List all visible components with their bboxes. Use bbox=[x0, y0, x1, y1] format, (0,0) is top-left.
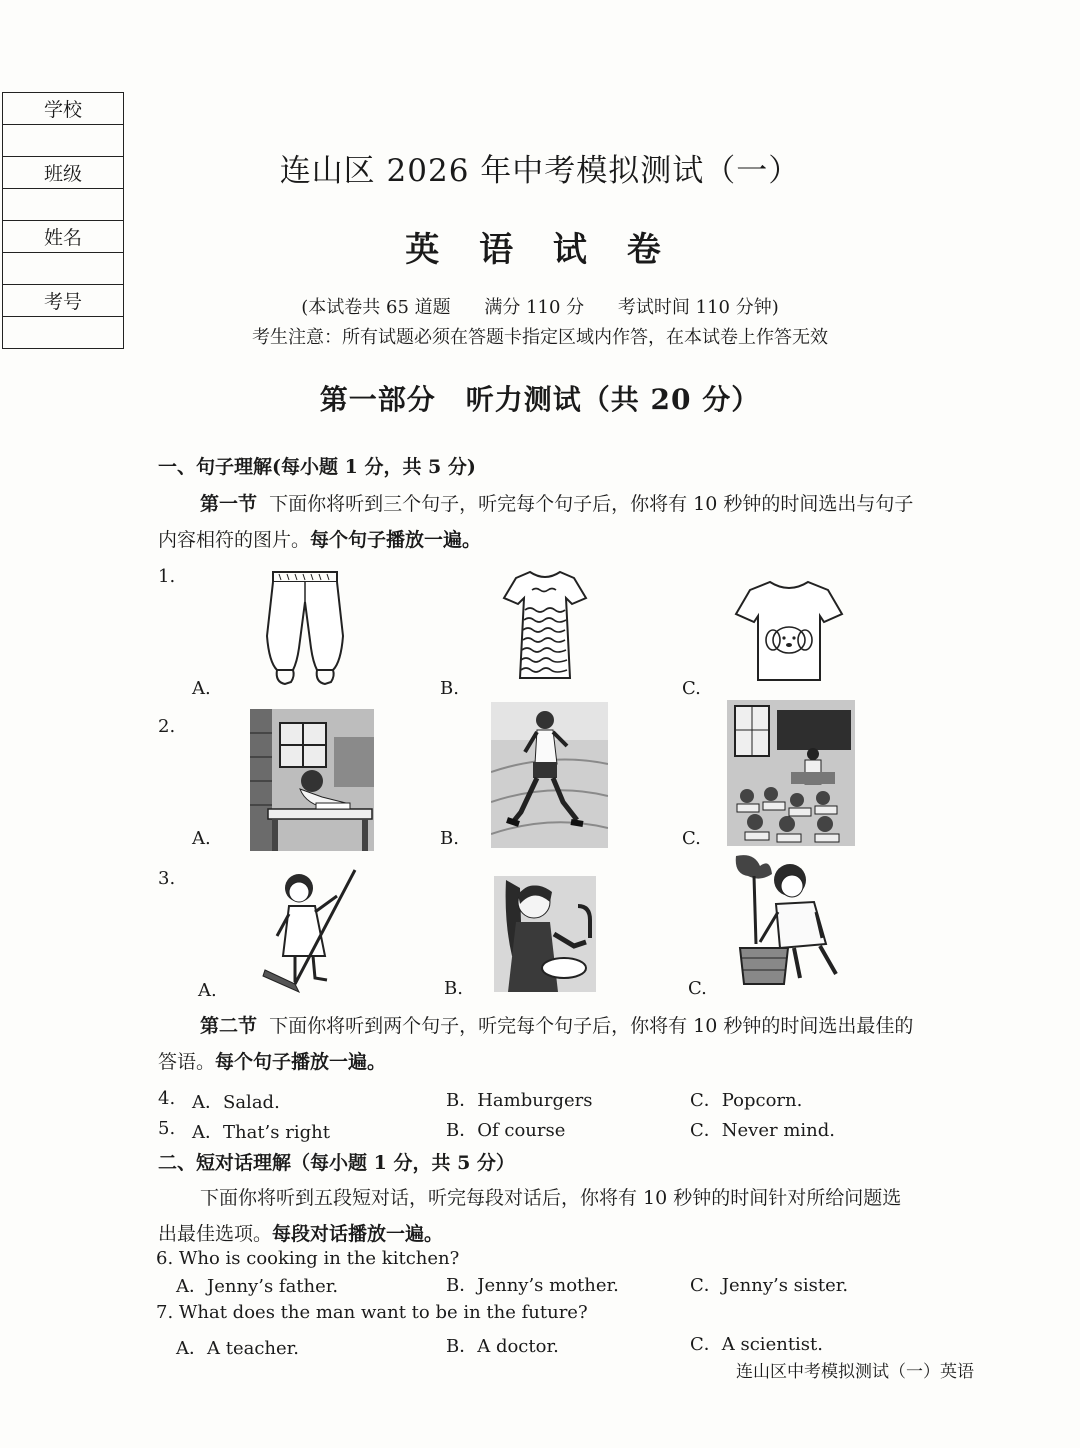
q2-label-c: C. bbox=[682, 828, 701, 849]
section1-instructions: 第一节 下面你将听到三个句子，听完每个句子后，你将有 10 秒钟的时间选出与句子 内容相符的图片。每个句子播放一遍。 bbox=[158, 493, 914, 551]
notice-lead: 考生注意： bbox=[252, 327, 342, 348]
name-label: 姓名 bbox=[3, 221, 123, 253]
q2-label-a: A. bbox=[192, 828, 211, 849]
q4-option-b[interactable]: B．Hamburgers bbox=[446, 1090, 593, 1111]
q6-option-c[interactable]: C．Jenny’s sister. bbox=[690, 1275, 849, 1296]
section3-instructions: 下面你将听到五段短对话，听完每段对话后，你将有 10 秒钟的时间针对所给问题选 出最佳选项。每段对话播放一遍。 bbox=[158, 1187, 902, 1245]
q5-option-c[interactable]: C．Never mind. bbox=[690, 1120, 835, 1141]
q4-option-a[interactable]: A．Salad. bbox=[192, 1092, 280, 1113]
gardening-image[interactable] bbox=[730, 852, 846, 992]
q1-label-b: B. bbox=[440, 678, 459, 699]
q3-number: 3. bbox=[158, 868, 176, 889]
class-field[interactable] bbox=[3, 189, 123, 221]
part1-title: 第一部分 听力测试（共 20 分） bbox=[319, 383, 761, 416]
q4-option-c[interactable]: C．Popcorn. bbox=[690, 1090, 803, 1111]
classroom-image[interactable] bbox=[727, 700, 855, 846]
meta-time: 考试时间 110 分钟) bbox=[617, 297, 779, 318]
section3-heading: 二、短对话理解（每小题 1 分，共 5 分） bbox=[158, 1152, 515, 1174]
q1-label-c: C. bbox=[682, 678, 701, 699]
pants-image[interactable] bbox=[255, 566, 355, 690]
q3-label-a: A. bbox=[198, 980, 217, 1001]
dress-image[interactable] bbox=[500, 568, 590, 684]
exam-subtitle: 英 语 试 卷 bbox=[405, 230, 675, 270]
section1-heading: 一、句子理解(每小题 1 分，共 5 分) bbox=[158, 456, 476, 478]
section2-instructions: 第二节 下面你将听到两个句子，听完每个句子后，你将有 10 秒钟的时间选出最佳的 答语。每个句子播放一遍。 bbox=[158, 1015, 914, 1073]
running-image[interactable] bbox=[491, 702, 608, 848]
q5-option-b[interactable]: B．Of course bbox=[446, 1120, 566, 1141]
q7-question: 7. What does the man want to be in the future? bbox=[156, 1302, 588, 1323]
q5-number: 5. bbox=[158, 1118, 176, 1139]
q2-label-b: B. bbox=[440, 828, 459, 849]
q6-question: 6. Who is cooking in the kitchen? bbox=[156, 1248, 460, 1269]
q2-number: 2. bbox=[158, 716, 176, 737]
q4-number: 4. bbox=[158, 1088, 176, 1109]
q6-option-a[interactable]: A．Jenny’s father. bbox=[176, 1276, 339, 1297]
q7-option-c[interactable]: C．A scientist. bbox=[690, 1334, 823, 1355]
q1-number: 1. bbox=[158, 566, 176, 587]
washing-hands-image[interactable] bbox=[494, 876, 596, 992]
q7-option-b[interactable]: B．A doctor. bbox=[446, 1336, 559, 1357]
q6-option-b[interactable]: B．Jenny’s mother. bbox=[446, 1275, 619, 1296]
class-label: 班级 bbox=[3, 157, 123, 189]
exam-meta bbox=[0, 293, 1080, 319]
exam-title: 连山区 2026 年中考模拟测试（一） bbox=[279, 153, 801, 189]
q3-label-c: C. bbox=[688, 978, 707, 999]
exam-notice bbox=[0, 323, 1080, 349]
meta-count: (本试卷共 65 道题 bbox=[301, 297, 451, 318]
notice-text: 所有试题必须在答题卡指定区域内作答，在本试卷上作答无效 bbox=[342, 327, 828, 348]
page-footer: 连山区中考模拟测试（一）英语 bbox=[736, 1362, 974, 1382]
q1-label-a: A. bbox=[192, 678, 211, 699]
meta-score: 满分 110 分 bbox=[484, 297, 585, 318]
q5-option-a[interactable]: A．That’s right bbox=[192, 1122, 330, 1143]
school-label: 学校 bbox=[3, 93, 123, 125]
tshirt-image[interactable] bbox=[732, 578, 846, 684]
q3-label-b: B. bbox=[444, 978, 463, 999]
q7-option-a[interactable]: A．A teacher. bbox=[176, 1338, 300, 1359]
library-study-image[interactable] bbox=[250, 709, 374, 851]
exam-id-label: 考号 bbox=[3, 285, 123, 317]
sweeping-image[interactable] bbox=[255, 866, 367, 996]
